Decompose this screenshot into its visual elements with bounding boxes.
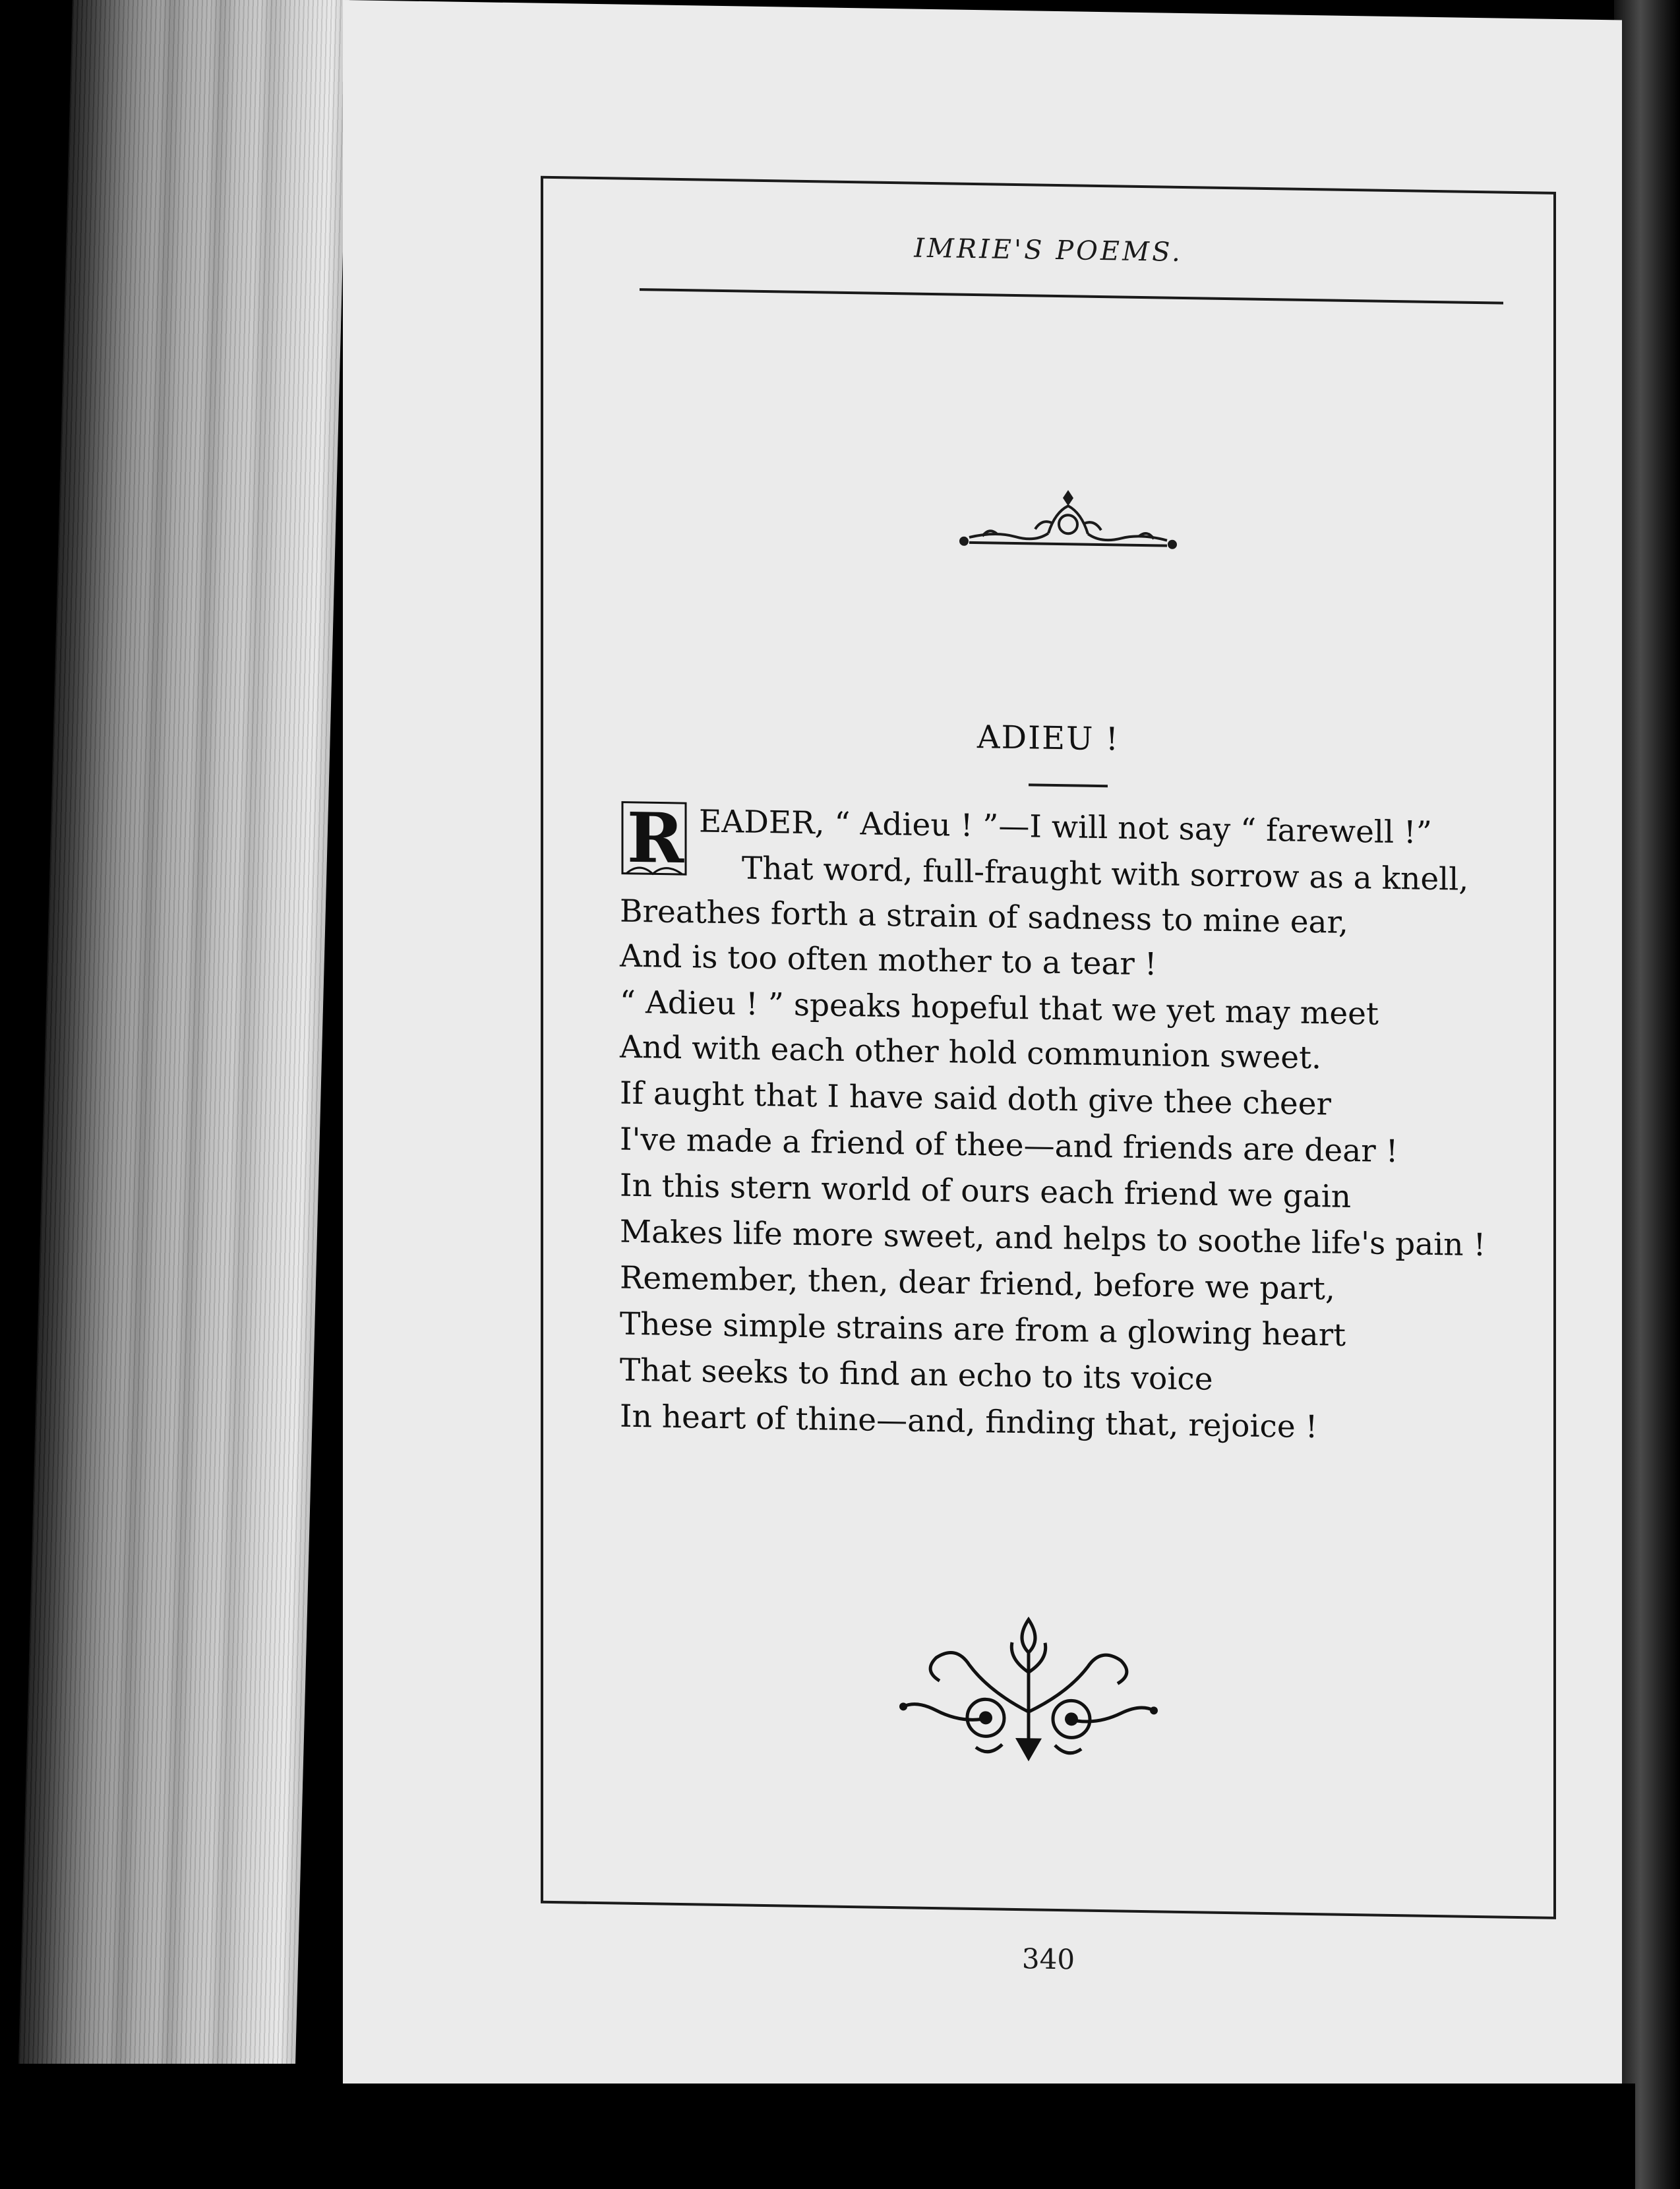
page-edges (18, 0, 349, 2064)
poem-title: ADIEU ! (976, 719, 1120, 758)
poem-line: In heart of thine—and, finding that, rejoice ! (620, 1398, 1318, 1446)
poem-line: These simple strains are from a glowing heart (620, 1305, 1346, 1354)
poem-line: Remember, then, dear friend, before we part, (620, 1259, 1335, 1307)
running-head: IMRIE'S POEMS. (914, 233, 1183, 268)
poem-line: “ Adieu ! ” speaks hopeful that we yet may meet (620, 984, 1379, 1033)
poem-line: EADER, “ Adieu ! ”—I will not say “ farewell !” (699, 803, 1432, 851)
poem-line: I've made a friend of thee—and friends are dear ! (620, 1121, 1398, 1170)
page-number: 340 (1021, 1942, 1075, 1976)
book-page (343, 0, 1622, 2123)
poem-line: And with each other hold communion sweet. (620, 1029, 1321, 1077)
poem-line: That seeks to find an echo to its voice (620, 1352, 1213, 1398)
floral-tailpiece-icon (890, 1611, 1167, 1767)
poem-line: If aught that I have said doth give thee cheer (620, 1075, 1332, 1123)
poem-line: Breathes forth a strain of sadness to mine ear, (620, 893, 1348, 941)
svg-text:R: R (626, 796, 684, 880)
poem-line: In this stern world of ours each friend we gain (620, 1167, 1352, 1216)
scan-bottom-margin (290, 2084, 1635, 2189)
poem-line: That word, full-fraught with sorrow as a knell, (742, 850, 1469, 898)
poem-line: Makes life more sweet, and helps to soothe life's pain ! (620, 1213, 1486, 1264)
poem-line: And is too often mother to a tear ! (620, 938, 1157, 983)
facing-page-edge (1614, 0, 1680, 2189)
scroll-ornament-icon (956, 485, 1180, 567)
decorated-initial-icon (620, 796, 692, 883)
